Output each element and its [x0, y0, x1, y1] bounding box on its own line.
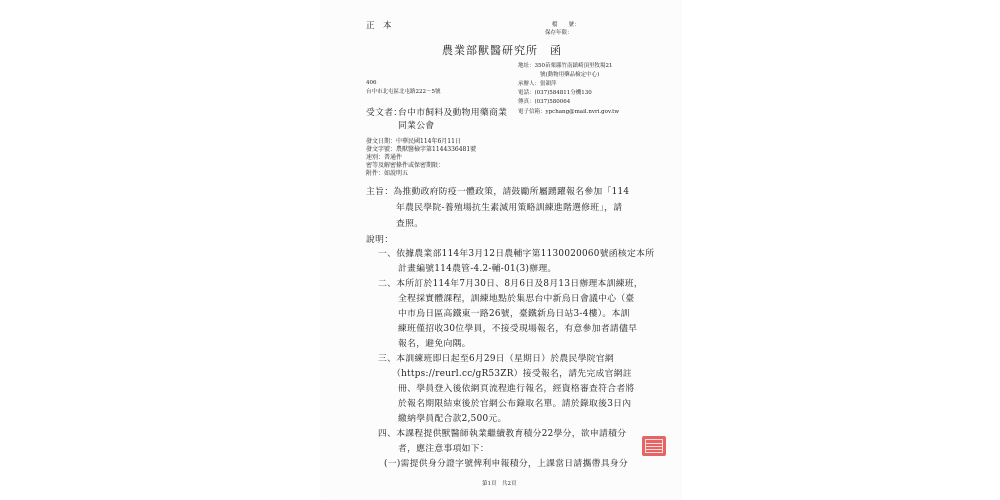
page-number: 第1頁 共2頁 — [482, 481, 517, 487]
retention-label: 保存年限： — [545, 30, 573, 36]
item-line: 全程採實體課程，訓練地點於集思台中新烏日會議中心（臺 — [398, 294, 635, 304]
subject-line3: 查照。 — [396, 219, 424, 229]
recipient-name-line2: 同業公會 — [398, 121, 435, 131]
explanation-label: 說明： — [366, 235, 394, 245]
sender-address-line1: 地址：350苗栗縣竹南鎮崎頂里牧場21 — [518, 63, 613, 69]
item-line: 者，應注意事項如下： — [398, 444, 489, 454]
item-line: （https://reurl.cc/gR53ZR）接受報名，請先完成官網註 — [392, 369, 632, 379]
document-title: 農業部獸醫研究所 函 — [442, 44, 562, 57]
sender-fax: 傳真：(037)580064 — [518, 99, 571, 105]
doc-security: 密等及解密條件或保密期限： — [366, 162, 445, 169]
doc-number: 發文字號：農獸醫檢字第1144336481號 — [366, 146, 477, 153]
file-no-label: 檔 號： — [552, 22, 580, 28]
recipient-postcode: 406 — [366, 80, 377, 86]
sender-phone: 電話：(037)584811分機130 — [518, 90, 592, 96]
document-page — [322, 0, 680, 500]
item-line: 練班僅招收30位學員，不接受現場報名，有意參加者請儘早 — [398, 324, 638, 334]
copy-label: 正 本 — [366, 21, 392, 31]
doc-speed: 速別：普通件 — [366, 154, 403, 161]
recipient-name-line1: 台中市飼料及動物用藥商業 — [398, 108, 508, 118]
item-line: (一)需提供身分證字號俾利申報積分，上課當日請攜帶具身分 — [384, 459, 628, 469]
item-line: 報名，避免向隅。 — [398, 339, 471, 349]
recipient-street: 台中市北屯區北屯路222－5號 — [366, 89, 441, 95]
subject-line1: 主旨：為推動政府防疫一體政策，請鼓勵所屬踴躍報名參加「114 — [366, 187, 630, 197]
doc-attachment: 附件：如說明五 — [366, 170, 409, 177]
item-line: 中市烏日區高鐵東一路26號，臺鐵新烏日站3-4樓）。本訓 — [398, 309, 630, 319]
item-line: 一、依據農業部114年3月12日農輔字第1130020060號函核定本所 — [378, 249, 655, 259]
item-line: 於報名期限結束後於官網公布錄取名單。請於錄取後3日內 — [398, 399, 632, 409]
doc-date: 發文日期：中華民國114年6月11日 — [366, 138, 461, 145]
item-line: 二、本所訂於114年7月30日、8月6日及8月13日辦理本訓練班， — [378, 279, 643, 289]
item-line: 三、本訓練班即日起至6月29日（星期日）於農民學院官網 — [378, 354, 615, 364]
seal-stamp — [642, 436, 666, 456]
recipient-label: 受文者： — [366, 108, 403, 118]
item-line: 四、本課程提供獸醫師執業繼續教育積分22學分，欲申請積分 — [378, 429, 627, 439]
sender-email: 電子信箱：ypchang@mail.nvri.gov.tw — [518, 109, 620, 115]
item-line: 冊、學員登入後依網頁流程進行報名，經資格審查符合者將 — [398, 384, 635, 394]
sender-address-line2: 號(動物用藥品檢定中心) — [540, 72, 600, 78]
subject-line2: 年農民學院-養殖場抗生素減用策略訓練進階選修班」，請 — [396, 203, 623, 213]
sender-contact: 承辦人：張韻萍 — [518, 81, 557, 87]
item-line: 計畫編號114農管-4.2-輔-01(3)辦理。 — [398, 264, 557, 274]
item-line: 繳納學員配合款2,500元。 — [398, 414, 507, 424]
